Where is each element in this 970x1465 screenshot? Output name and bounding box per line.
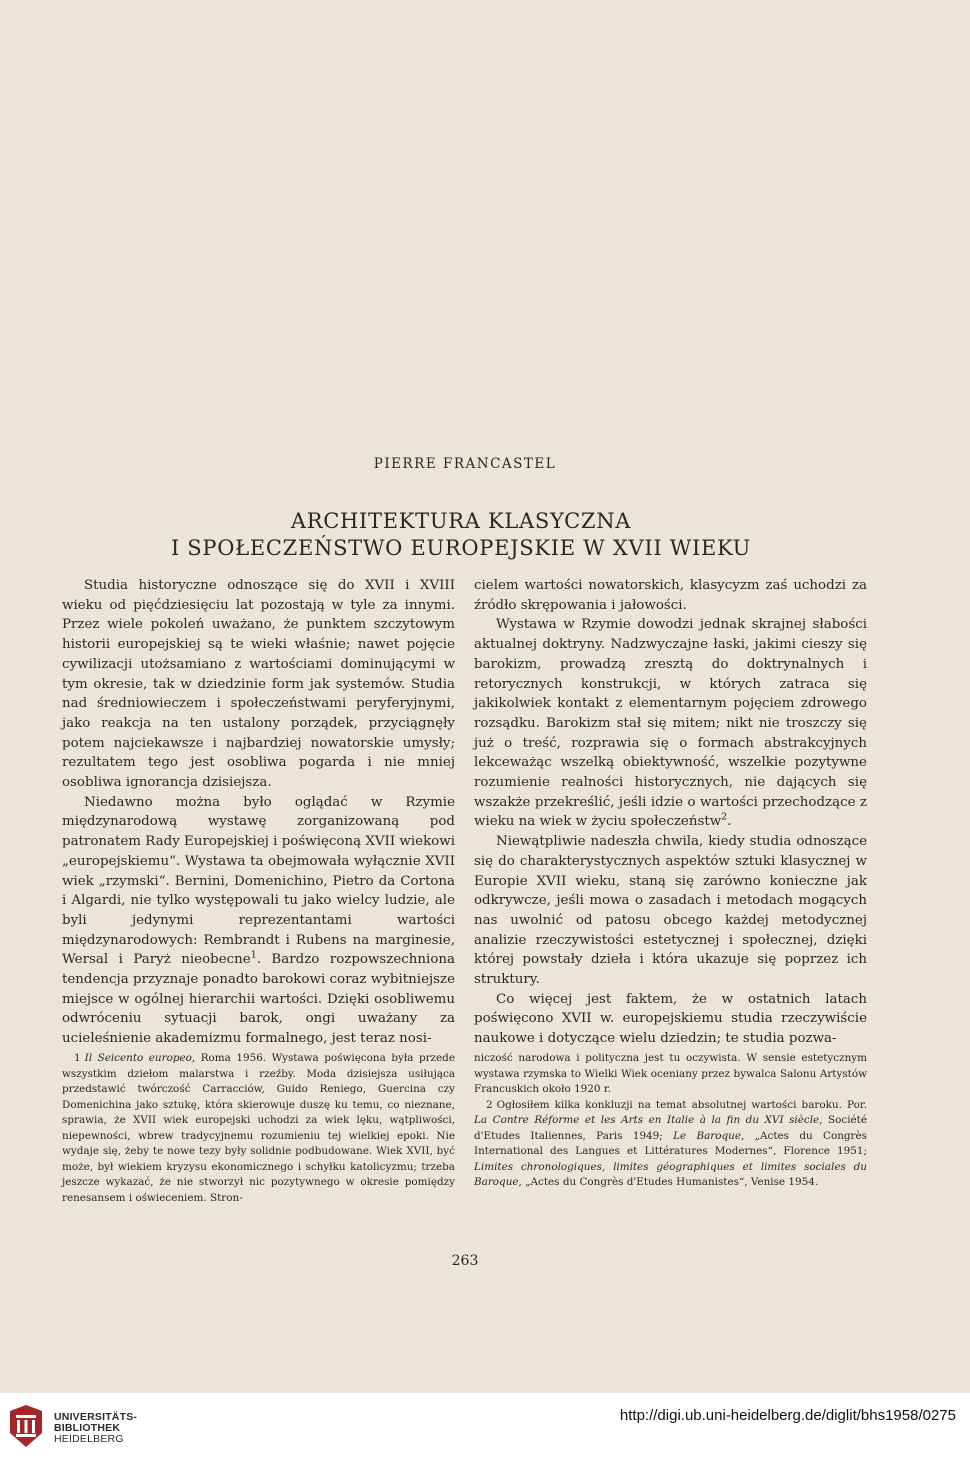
footnote-number: 2	[486, 1098, 493, 1111]
library-name-line: BIBLIOTHEK	[54, 1422, 121, 1434]
library-logo[interactable]	[8, 1405, 188, 1453]
library-name-line: HEIDELBERG	[54, 1433, 124, 1445]
footnotes-left	[62, 1051, 455, 1206]
footnote-title: Le Baroque	[673, 1129, 742, 1142]
paragraph	[474, 615, 867, 832]
library-name	[54, 1412, 137, 1445]
footnote-text: Ogłosiłem kilka konkluzji na temat absolutnej wartości baroku. Por.	[496, 1098, 867, 1111]
paragraph-text: Wystawa w Rzymie dowodzi jednak skrajnej słabości aktualnej doktryny. Nadzwyczajne łaski, jakimi cieszy się barokizm, prowadzą zresztą do doktrynalnych i retorycznych konstrukcji, w których zatraca się jakikolwiek kontakt z elementarnym pojęciem zdrowego rozsądku. Barokizm stał się mitem; nikt nie troszczy się już o treść, rozprawia się o formach abstrakcyjnych lekceważąc wszelką obiektywność, wszelkie pozytywne rozumienie realności historycznych, nie dających się wszakże przekreślić, jeśli idzie o wartości przechodzące z wieku na wiek w życiu społeczeństw	[474, 617, 867, 830]
paragraph-text: Niedawno można było oglądać w Rzymie międzynarodową wystawę zorganizowaną pod patronatem Rady Europejskiej i poświęconą XVII wiekowi „europejskiemu“. Wystawa ta obejmowała wyłącznie XVII wiek „rzymski“. Bernini, Domenichino, Pietro da Cortona i Algardi, nie tylko występowali tu jako wielcy ludzie, ale byli jedynymi reprezentantami wartości międzynarodowych: Rembrandt i Rubens na marginesie, Wersal i Paryż nieobecne	[62, 794, 455, 968]
footnote-text: , „Actes du Congrès International des Langues et Littératures Modernes“, Florence 1951;	[474, 1129, 867, 1158]
paragraph: cielem wartości nowatorskich, klasycyzm zaś uchodzi za źródło skrępowania i jałowości.	[474, 578, 867, 613]
footnote-title: Il Seicento europeo	[84, 1052, 192, 1064]
paragraph: Studia historyczne odnoszące się do XVII i XVIII wieku od pięćdziesięciu lat pozostają w tyle za innymi. Przez wiele pokoleń uważano, że punktem szczytowym historii europejskiej są te wieki właśnie; nawet pojęcie cywilizacji utożsamiano z wartościami dominującymi w tym okresie, tak w dziedzinie form jak systemów. Studia nad średniowieczem i społeczeństwami peryferyjnymi, jako reakcja na ten ustalony porządek, przyciągnęły potem najciekawsze i najbardziej nowatorskie umysły; rezultatem tego jest osobliwa pogarda i nie mniej osobliwa ignorancja dzisiejsza.	[62, 578, 455, 791]
paragraph-text: . Bardzo rozpowszechniona tendencja przyznaje ponadto barokowi coraz wybitniejsze miejsce w ogólnej hierarchii wartości. Dzięki osobliwemu odwróceniu sytuacji barok, ongi uważany za ucieleśnienie akademizmu formalnego, jest teraz nosi-	[62, 952, 455, 1047]
permalink-url[interactable]: http://digi.ub.uni-heidelberg.de/diglit/bhs1958/0275	[619, 1407, 956, 1424]
author-name: PIERRE FRANCASTEL	[373, 456, 557, 472]
footnote-title: La Contre Réforme et les Arts en Italie à la fin du XVI siècle	[474, 1114, 820, 1127]
article-title	[0, 508, 922, 562]
footnote	[62, 1051, 455, 1206]
footnote-text: , Société d'Etudes Italiennes, Paris 1949;	[474, 1114, 867, 1142]
paragraph: Niewątpliwie nadeszła chwila, kiedy studia odnoszące się do charakterystycznych aspektów sztuki klasycznej w Europie XVII wieku, staną się zarówno konieczne jak odkrywcze, jeśli mowa o zasadach i metodach mogących nas uwolnić od patosu obcego każdej metodycznej analizie rzeczywistości estetycznej i społecznej, dzięki której powstały dzieła i która ukazuje się poprzez ich struktury.	[474, 834, 867, 988]
footnote-ref: 1	[250, 949, 257, 961]
paragraph	[62, 793, 455, 1049]
left-column	[62, 576, 455, 1049]
title-line-1: ARCHITEKTURA KLASYCZNA	[290, 509, 632, 533]
footnote-text: , Roma 1956. Wystawa poświęcona była przede wszystkim dziełom malarstwa i rzeźby. Moda dzisiejsza usiłująca przedstawić twórczość Carracciów, Guido Reniego, Guercina czy Domenichina jako sztukę, która skierowuje duszę ku temu, co nieznane, sprawia, że XVII wiek europejski uchodzi za wiek lęku, wątpliwości, niepewności, wbrew tradycyjnemu rozumieniu tej wielkiej epoki. Nie wydaje się, żeby te nowe tezy były solidnie podbudowane. Wiek XVII, być może, był wiekiem kryzysu ekonomicznego i schyłku katolicyzmu; trzeba jeszcze wykazać, że nie stworzył nic pozytywnego w okresie pomiędzy renesansem i oświeceniem. Stron-	[62, 1052, 455, 1204]
paragraph: Co więcej jest faktem, że w ostatnich latach poświęcono XVII w. europejskiemu studia rzeczywiście naukowe i dotyczące wielu dziedzin; te studia pozwa-	[474, 991, 867, 1047]
footnote	[474, 1098, 867, 1191]
footnote-text: , „Actes du Congrès d'Etudes Humanistes“, Venise 1954.	[518, 1176, 819, 1189]
footnote-title: Limites chronologiques, limites géographiques et limites sociales du Baroque	[474, 1160, 867, 1189]
title-line-2: I SPOŁECZEŃSTWO EUROPEJSKIE W XVII WIEKU	[170, 536, 752, 560]
footnote-continued: niczość narodowa i polityczna jest tu oczywista. W sensie estetycznym wystawa rzymska to Wielki Wiek oceniany przez bywalca Salonu Artystów Francuskich około 1920 r.	[474, 1052, 867, 1096]
paragraph-text: .	[727, 814, 732, 830]
library-logo-icon	[8, 1405, 44, 1447]
viewer-footer	[0, 1393, 970, 1465]
right-column	[474, 576, 867, 1049]
footnote-ref: 2	[721, 811, 728, 823]
page-number: 263	[451, 1253, 479, 1269]
footnote-number: 1	[74, 1052, 81, 1064]
footnotes-right	[474, 1051, 867, 1191]
library-name-line: UNIVERSITÄTS-	[54, 1411, 138, 1423]
